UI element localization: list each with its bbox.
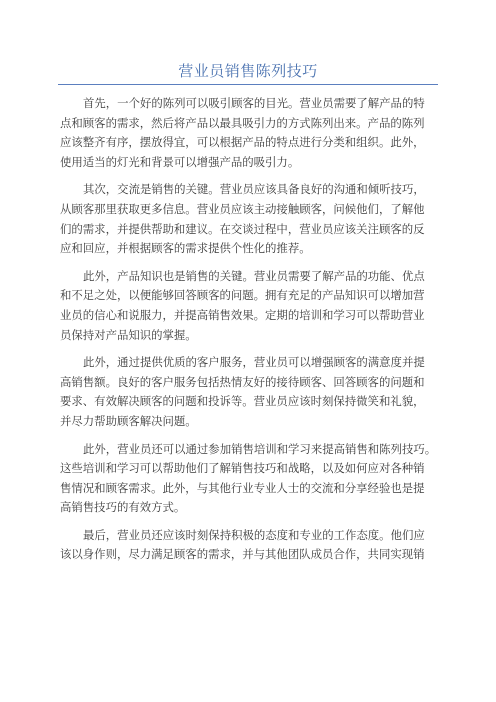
paragraph-line: 该以身作则，尽力满足顾客的需求，并与其他团队成员合作，共同实现销 <box>60 547 425 562</box>
paragraph-line: 高销售技巧的有效方式。 <box>60 500 186 515</box>
paragraph-line: 和不足之处，以便能够回答顾客的问题。拥有充足的产品知识可以增加营 <box>60 288 425 303</box>
paragraph-line: 员保持对产品知识的掌握。 <box>60 327 197 342</box>
paragraph-line: 使用适当的灯光和背景可以增强产品的吸引力。 <box>60 154 300 169</box>
paragraph <box>60 267 444 345</box>
document-title: 营业员销售陈列技巧 <box>178 62 318 80</box>
paragraph-line: 高销售额。良好的客户服务包括热情友好的接待顾客、回答顾客的问题和 <box>60 374 425 389</box>
paragraph-line: 们的需求，并提供帮助和建议。在交谈过程中，营业员应该关注顾客的反 <box>60 221 425 236</box>
paragraph-line: 并尽力帮助顾客解决问题。 <box>60 413 197 428</box>
paragraph-line: 此外，产品知识也是销售的关键。营业员需要了解产品的功能、优点 <box>83 268 425 283</box>
paragraph <box>60 440 444 518</box>
paragraph-line: 应该整齐有序，摆放得宜，可以根据产品的特点进行分类和组织。此外， <box>60 135 425 150</box>
paragraph <box>60 180 444 258</box>
paragraph-line: 其次，交流是销售的关键。营业员应该具备良好的沟通和倾听技巧， <box>83 182 425 197</box>
paragraph-line: 应和回应，并根据顾客的需求提供个性化的推荐。 <box>60 241 311 256</box>
title-underline <box>58 84 438 85</box>
paragraph-line: 最后，营业员还应该时刻保持积极的态度和专业的工作态度。他们应 <box>83 527 425 542</box>
paragraph-line: 此外，营业员还可以通过参加销售培训和学习来提高销售和陈列技巧。 <box>83 441 437 456</box>
paragraph-line: 这些培训和学习可以帮助他们了解销售技巧和战略，以及如何应对各种销 <box>60 461 425 476</box>
paragraph-line: 首先，一个好的陈列可以吸引顾客的目光。营业员需要了解产品的特 <box>83 96 425 110</box>
paragraph <box>60 353 444 431</box>
paragraph-line: 售情况和顾客需求。此外，与其他行业专业人士的交流和分享经验也是提 <box>60 480 425 495</box>
paragraph-line: 点和顾客的需求，然后将产品以最具吸引力的方式陈列出来。产品的陈列 <box>60 115 425 130</box>
document-body <box>60 94 444 573</box>
paragraph-line: 业员的信心和说服力，并提高销售效果。定期的培训和学习可以帮助营业 <box>60 307 425 322</box>
paragraph-line: 此外，通过提供优质的客户服务，营业员可以增强顾客的满意度并提 <box>83 355 425 370</box>
paragraph-line: 从顾客那里获取更多信息。营业员应该主动接触顾客，问候他们，了解他 <box>60 201 425 216</box>
paragraph <box>60 526 444 565</box>
paragraph-line: 要求、有效解决顾客的问题和投诉等。营业员应该时刻保持微笑和礼貌， <box>60 394 425 409</box>
paragraph <box>60 94 444 172</box>
